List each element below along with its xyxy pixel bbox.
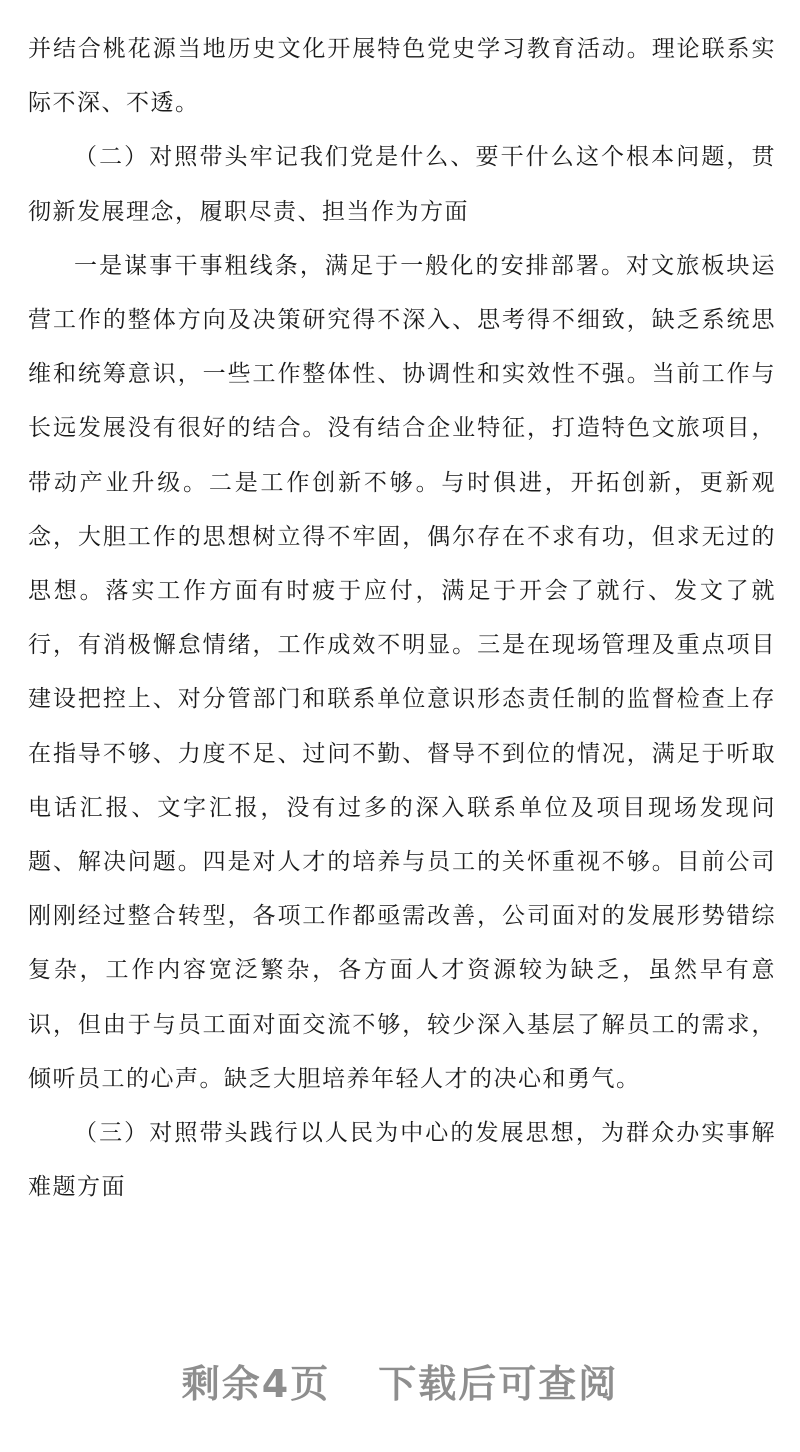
download-to-view-text: 下载后可查阅 (378, 1361, 619, 1406)
paragraph-section-2: 一是谋事干事粗线条，满足于一般化的安排部署。对文旅板块运营工作的整体方向及决策研究得不深入、思考得不细致，缺乏系统思维和统筹意识，一些工作整体性、协调性和实效性不强。当前工作与长远发展没有很好的结合。没有结合企业特征，打造特色文旅项目，带动产业升级。二是工作创新不够。与时俱进，开拓创新，更新观念，大胆工作的思想树立得不牢固，偶尔存在不求有功，但求无过的思想。落实工作方面有时疲于应付，满足于开会了就行、发文了就行，有消极懈怠情绪，工作成效不明显。三是在现场管理及重点项目建设把控上、对分管部门和联系单位意识形态责任制的监督检查上存在指导不够、力度不足、过问不勤、督导不到位的情况，满足于听取电话汇报、文字汇报，没有过多的深入联系单位及项目现场发现问题、解决问题。四是对人才的培养与员工的关怀重视不够。目前公司刚刚经过整合转型，各项工作都亟需改善，公司面对的发展形势错综复杂，工作内容宽泛繁杂，各方面人才资源较为缺乏，虽然早有意识，但由于与员工面对面交流不够，较少深入基层了解员工的需求，倾听员工的心声。缺乏大胆培养年轻人才的决心和勇气。 (28, 252, 776, 1092)
document-body (28, 22, 776, 1214)
paragraph-continuation: 并结合桃花源当地历史文化开展特色党史学习教育活动。理论联系实际不深、不透。 (28, 36, 776, 117)
remaining-pages-text: 剩余4页 (181, 1361, 331, 1406)
section-heading-3: （三）对照带头践行以人民为中心的发展思想，为群众办实事解难题方面 (28, 1120, 776, 1201)
section-heading-2: （二）对照带头牢记我们党是什么、要干什么这个根本问题，贯彻新发展理念，履职尽责、担当作为方面 (28, 144, 776, 225)
download-prompt[interactable] (0, 1350, 800, 1410)
